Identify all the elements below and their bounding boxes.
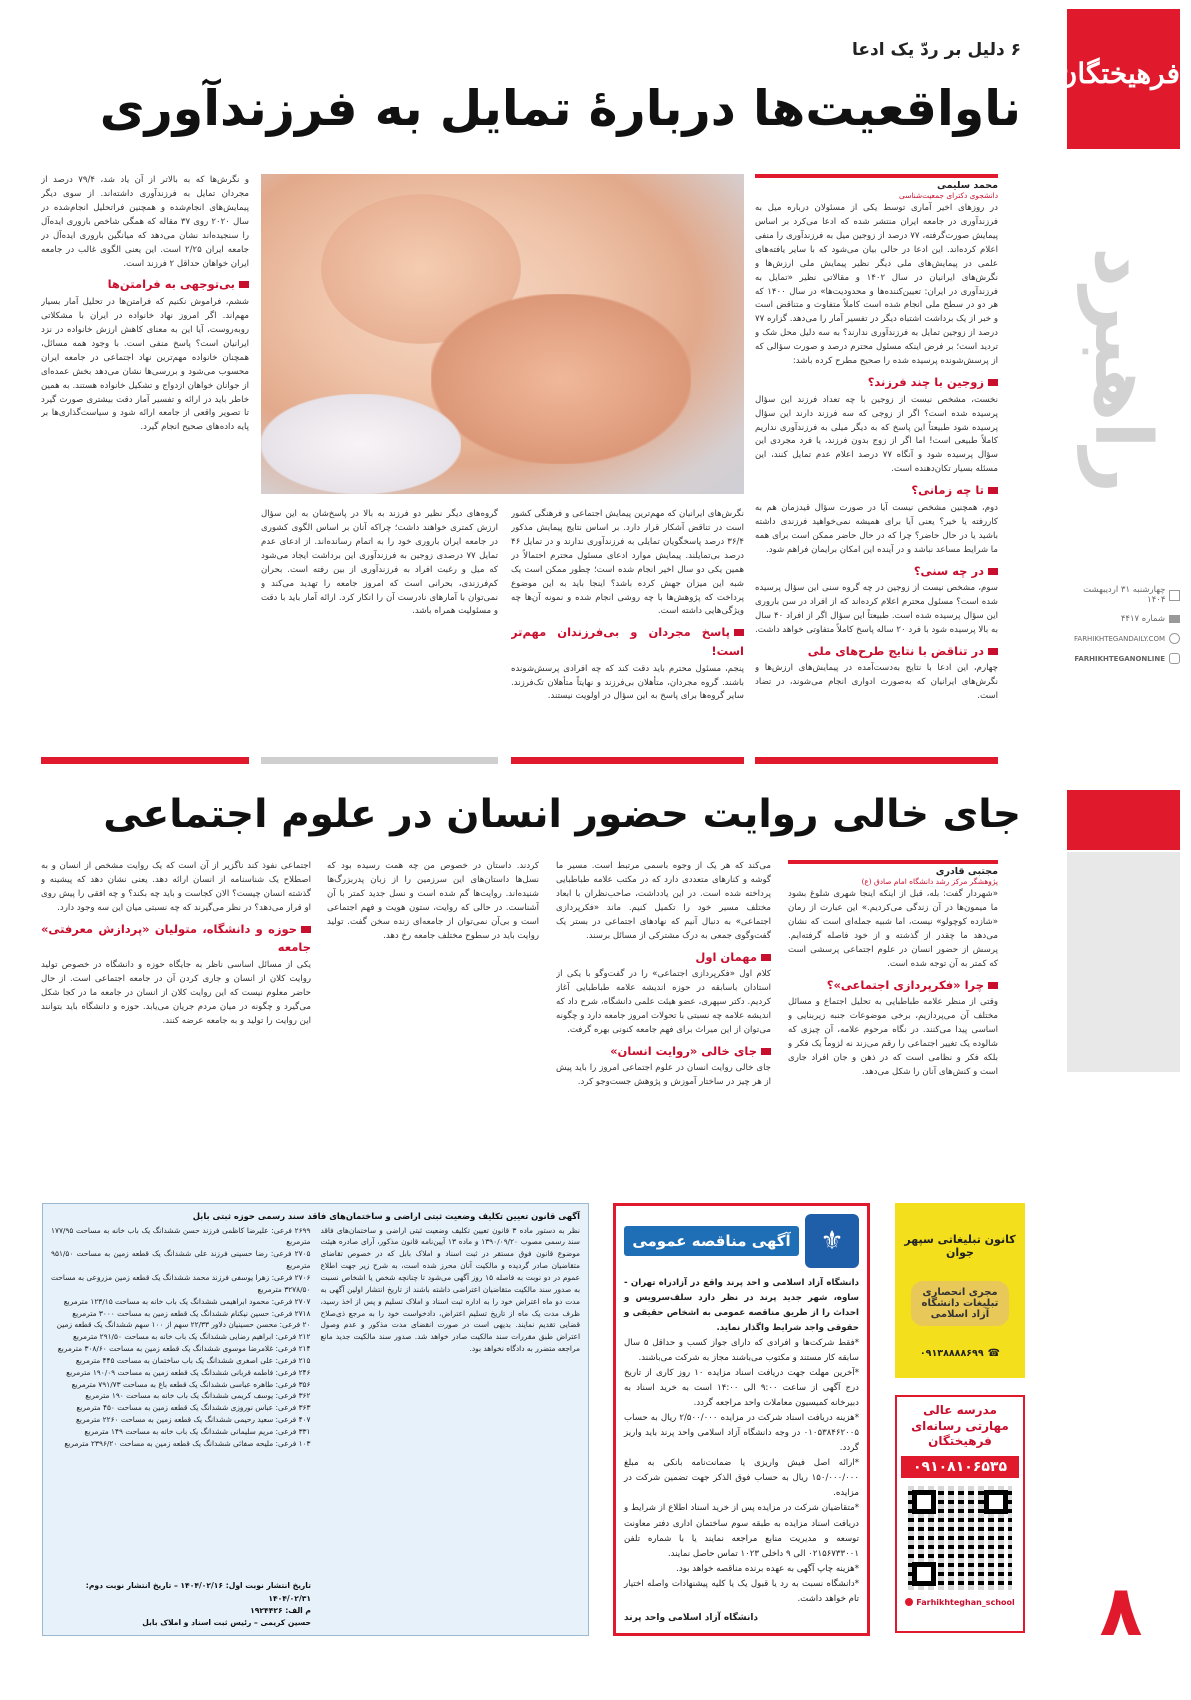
qr-code[interactable] bbox=[908, 1486, 1012, 1590]
school-phone[interactable]: ۰۹۱۰۸۱۰۶۵۳۵ bbox=[901, 1456, 1019, 1478]
tender-signature: دانشگاه آزاد اسلامی واحد پرند bbox=[624, 1612, 759, 1623]
tender-paragraph: *آخرین مهلت جهت دریافت اسناد مزایده ۱۰ روز کاری از تاریخ درج آگهی از ساعت ۹:۰۰ الی ۱۴:۰۰ است به خرید اسناد به دبیرخانه کمیسیون معاملات واحد مراجعه گردد. bbox=[624, 1368, 859, 1409]
issue-number: شماره ۴۴۱۷ bbox=[1120, 614, 1165, 624]
instagram-icon bbox=[1169, 653, 1180, 664]
legal-item: ۱۰۳ فرعی: ملیحه صفائی ششدانگ یک قطعه زمین به مساحت ۲۳۹۶/۲۰ مترمربع bbox=[64, 1438, 311, 1448]
article1-para-5: پنجم، مسئول محترم باید دقت کند که چه افرادی پرسش‌شونده باشند. گروه مجردان، متأهلان بی‌فرزند و نهایتاً متأهلان تک‌فرزند. سایر گروه‌ها برای پاسخ به این سؤال در اولویت نیستند. bbox=[511, 663, 744, 702]
article1-subhead-6: بی‌توجهی به فرامتن‌ها bbox=[41, 275, 249, 294]
article1-column-4 bbox=[41, 174, 249, 734]
ad-school[interactable] bbox=[895, 1395, 1025, 1633]
tender-paragraph: *هزینه چاپ آگهی به عهده برنده مناقصه خواهد بود. bbox=[676, 1563, 859, 1574]
instagram-icon bbox=[905, 1598, 913, 1606]
tender-paragraph: *ارائه اصل فیش واریزی یا ضمانت‌نامه بانکی به مبلغ ۱۵۰/۰۰۰/۰۰۰ ریال به حساب فوق الذکر جهت تضمین شرکت در مزایده. bbox=[624, 1458, 859, 1499]
article1-author: محمد سلیمی bbox=[937, 180, 998, 191]
article2-subhead-1: چرا «فکرپردازی اجتماعی»؟ bbox=[788, 976, 998, 995]
article2-para-1: «شهردار گفت: بله، قبل از اینکه اینجا شهری شلوغ بشود ما میمون‌ها در آن زندگی می‌کردیم.» این عبارت از رمان «شازده کوچولو» نیست، اما شبیه جمله‌ای است که نشان می‌دهد ما چقدر از گذشته و از خود فاصله گرفته‌ایم. پرسش از حضور انسان در علوم اجتماعی پرسشی است که کمتر به آن توجه شده است. bbox=[788, 889, 998, 969]
legal-title: آگهی قانون تعیین تکلیف وضعیت ثبتی اراضی و ساختمان‌های فاقد سند رسمی حوزه ثبتی بابل bbox=[192, 1211, 580, 1221]
article1-column-2 bbox=[511, 508, 744, 733]
article1-author-title: دانشجوی دکترای جمعیت‌شناسی bbox=[899, 191, 998, 200]
sidebar-bar-gray bbox=[1067, 852, 1180, 1072]
masthead-logo-box bbox=[1056, 9, 1180, 149]
article1-subhead-5: پاسخ مجردان و بی‌فرزندان مهم‌تر است! bbox=[511, 625, 744, 658]
issue-date: چهارشنبه ۳۱ اردیبهشت ۱۴۰۴ bbox=[1083, 585, 1166, 605]
sidebar-bar-red bbox=[1067, 790, 1180, 850]
phone-icon: ☎ bbox=[987, 1348, 1001, 1359]
separator-4 bbox=[41, 757, 249, 764]
article1-subhead-1: زوجین با چند فرزند؟ bbox=[755, 373, 998, 392]
article2-para-2: وقتی از منظر علامه طباطبایی به تحلیل اجتماع و مسائل مختلف آن می‌پردازیم، برخی موضوعات جنبه زیربنایی و اساسی پیدا می‌کنند. در نگاه مرحوم علامه، آن چیزی که شالوده یک تغییر اجتماعی را رقم می‌زند نه لزوماً یک فکر و بلکه فکر و نظامی است که در ذهن و جان افراد جاری است و کنش‌های آنان را شکل می‌دهد. bbox=[788, 997, 998, 1077]
masthead-logo: فرهیختگان bbox=[1056, 57, 1180, 90]
article1-para-6: ششم، فراموش نکنیم که فرامتن‌ها در تحلیل آمار بسیار مهم‌اند. اگر امروز نهاد خانواده در ایران با مشکلاتی روبه‌روست، آیا این به معنای کاهش ارزش خانواده در نزد ایرانیان است؟ پاسخ منفی است. با وجود همه مسائل، همچنان خانواده مهم‌ترین نهاد اجتماعی در جامعه ایران محسوب می‌شود و بررسی‌ها نشان می‌دهد بخش عمده‌ای از جوانان خواهان ازدواج و تشکیل خانواده هستند. به همین خاطر باید در ارائه و تفسیر آمار دقت بیشتری صورت گیرد تا تصویر واقعی از جامعه ارائه شود و سیاست‌گذاری‌ها بر پایه داده‌های صحیح انجام گیرد. bbox=[41, 297, 249, 433]
article2-byline bbox=[788, 860, 998, 886]
legal-item: ۳۵۶ فرعی: طاهره عباسی ششدانگ یک قطعه باغ به مساحت ۷۹۱/۷۳ مترمربع bbox=[71, 1379, 311, 1389]
article1-colb-text: نگرش‌های ایرانیان که مهم‌ترین پیمایش اجتماعی و فرهنگی کشور است در تناقض آشکار قرار دارد. بر اساس نتایج پیمایش مذکور ۳۶/۴ درصد پاسخگویان تمایلی به فرزندآوری ندارند و در تمایل ۴۶ درصد بی‌تمایلند. پیمایش موارد ادعای مسئول محترم احتمالاً در همین یکی دو سال اخیر انجام شده است؛ چطور ممکن است یک شبه این میزان جهش کرده باشد؟ اینجا باید به این موضوع پرداخت که پژوهش‌ها با چه روشی انجام شده و نمونه آن‌ها چه ویژگی‌هایی داشته است. bbox=[511, 509, 744, 617]
article2-headline: جای خالی روایت حضور انسان در علوم اجتماعی bbox=[103, 792, 1021, 837]
article2-para-8: یکی از مسائل اساسی ناظر به جایگاه حوزه و دانشگاه در خصوص تولید روایت کلان از انسان و جاری کردن آن در جامعه اجتماعی است. از حال حاضر معلوم نیست که این روایت کلان از انسان در جامعه ما در کجا شکل می‌گیرد و چگونه در میان مردم جریان می‌یابد. حوزه و دانشگاه باید بتوانند این روایت را تولید و به جامعه عرضه کنند. bbox=[41, 959, 311, 1026]
date-block bbox=[1067, 585, 1180, 664]
legal-dates: تاریخ انتشار نوبت اول: ۱۴۰۴/۰۲/۱۶ – تاریخ انتشار نوبت دوم: ۱۴۰۴/۰۲/۳۱ bbox=[85, 1581, 311, 1603]
site-url[interactable]: FARHIKHTEGANDAILY.COM bbox=[1074, 634, 1165, 643]
tender-title: آگهی مناقصه عمومی bbox=[624, 1226, 799, 1256]
newspaper-icon bbox=[1169, 615, 1180, 623]
legal-item: ۳۶۳ فرعی: عباس نوروزی ششدانگ یک قطعه زمین به مساحت ۴۵۰ مترمربع bbox=[76, 1403, 311, 1413]
legal-signer: حسین کریمی – رئیس ثبت اسناد و املاک بابل bbox=[142, 1617, 311, 1627]
article2-para-6: کردند. داستان در خصوص من چه همت رسیده بود که نسل‌ها داستان‌های این سرزمین را از زبان پدربزرگ‌ها شنیده‌اند. روایت‌ها گم شده است و نسل جدید کمتر با آن آشناست. در حالی که روایت، ستون هویت و فهم اجتماعی است و بی‌آن نمی‌توان از جامعه‌ای زنده سخن گفت. تولید روایت باید در سطوح مختلف جامعه رخ دهد. bbox=[327, 861, 539, 941]
article2-para-5: جای خالی روایت انسان در علوم اجتماعی امروز را باید پیش از هر چیز در ساختار آموزش و پژوهش جست‌وجو کرد. bbox=[556, 1063, 771, 1088]
legal-item: ۲۰ فرعی: محسن حسینیان دلاور ۲۲/۳۳ سهم از ۱۰۰ سهم ششدانگ یک قطعه زمین bbox=[56, 1320, 311, 1330]
article1-byline bbox=[755, 174, 998, 200]
article1-column-3 bbox=[261, 508, 498, 733]
article2-column-4 bbox=[41, 860, 311, 1178]
article1-para-1: نخست، مشخص نیست از زوجین با چه تعداد فرزند این سؤال پرسیده شده است؟ اگر از زوجی که سه فرزند دارند این سؤال پرسیده شود طبیعتاً این پاسخ که به دیگر میلی به فرزندآوری نداریم کاملاً طبیعی است! اما اگر از زوج بدون فرزند، یا فرد مجردی این سؤال پرسیده شود و آنگاه ۷۷ درصد اعلام عدم تمایل کنند، این مسئله بسیار تکان‌دهنده است. bbox=[755, 394, 998, 475]
legal-item: ۲۷۰۵ فرعی: رضا حسینی فرزند علی ششدانگ یک قطعه زمین به مساحت ۹۵۱/۵۰ مترمربع bbox=[51, 1249, 311, 1271]
article1-colc-text: گروه‌های دیگر نظیر دو فرزند به بالا در پاسخ‌شان به این سؤال ارزش کمتری خواهند داشت؛ چراکه آنان بر اساس الگوی کشوری در جامعه ایران باروری خود را به اتمام رسانده‌اند. از ادعای عدم تمایل ۷۷ درصدی زوجین به فرزندآوری این برداشت ایجاد می‌شود که میل و رغبت افراد به فرزندآوری از بین رفته است. بحران کم‌فرزندی، بحرانی است که امروز جامعه را تهدید می‌کند و نمی‌توان با آمارهای نادرست آن را انکار کرد. ارائه آمار باید با دقت و مسئولیت همراه باشد. bbox=[261, 509, 498, 617]
article1-cold-text: و نگرش‌ها که به بالاتر از آن یاد شد، ۷۹/۴ درصد از مجردان تمایل به فرزندآوری داشته‌اند. از سوی دیگر پیمایش‌های انجام‌شده و همچنین فراتحلیل انجام‌شده در سال ۲۰۲۰ روی ۳۷ مقاله که همگی شاخص باروری ایده‌آل را سنجیده‌اند نشان می‌دهد که میانگین باروری ایده‌آل در جامعه ایران ۲/۲۵ است. این یعنی الگوی غالب در جامعه ایران خواهان حداقل ۲ فرزند است. bbox=[41, 175, 249, 269]
article1-headline: ناواقعیت‌ها دربارهٔ تمایل به فرزندآوری bbox=[99, 80, 1021, 137]
globe-icon bbox=[1169, 633, 1180, 644]
legal-item: ۲۱۴ فرعی: غلامرضا موسوی ششدانگ یک قطعه زمین به مساحت ۳۰۸/۶۰ مترمربع bbox=[57, 1344, 311, 1354]
article2-para-7: اجتماعی نفوذ کند ناگزیر از آن است که یک روایت مشخص از انسان و به اصطلاح یک شناسنامه از انسان ارائه دهد. یعنی نشان دهد که پیشینه و گذشته انسان چیست؟ الان کجاست و باید چه بکند؟ و چه افقی را پیش روی او قرار می‌دهد؟ در نظر می‌گیرند که چه نسبتی میان این سه وجود دارد. bbox=[41, 861, 311, 913]
ad-sepehr[interactable] bbox=[895, 1203, 1025, 1378]
tender-paragraph: *فقط شرکت‌ها و افرادی که دارای جواز کسب و حداقل ۵ سال سابقه کار مستند و مکتوب می‌باشند مجاز به شرکت می‌باشند. bbox=[624, 1338, 859, 1364]
article2-subhead-3: جای خالی «روایت انسان» bbox=[556, 1042, 771, 1061]
tender-body bbox=[624, 1276, 859, 1607]
legal-item: ۲۷۰۶ فرعی: زهرا یوسفی فرزند محمد ششدانگ یک قطعه زمین مزروعی به مساحت ۳۲۷۸/۵۰ مترمربع bbox=[51, 1272, 311, 1294]
tender-paragraph: *هزینه دریافت اسناد شرکت در مزایده ۲/۵۰۰/۰۰۰ ریال به حساب ۰۱۰۵۳۸۴۶۲۰۰۵ در وجه دانشگاه آزاد اسلامی واحد پرند باید واریز گردد. bbox=[624, 1413, 859, 1454]
calendar-icon bbox=[1169, 590, 1180, 601]
article2-column-1 bbox=[788, 888, 998, 1178]
legal-item: ۲۴۶ فرعی: فاطمه قربانی ششدانگ یک قطعه زمین به مساحت ۱۹۰/۰۹ مترمربع bbox=[66, 1367, 311, 1377]
legal-item: ۳۳۱ فرعی: مریم سلیمانی ششدانگ یک باب خانه به مساحت ۱۴۹ مترمربع bbox=[84, 1426, 311, 1436]
legal-item: ۴۰۷ فرعی: سعید رحیمی ششدانگ یک قطعه زمین به مساحت ۲۲۶۰ مترمربع bbox=[75, 1415, 311, 1425]
article2-column-3 bbox=[327, 860, 539, 1178]
sepehr-phone[interactable]: ۰۹۱۳۸۸۸۸۶۹۹ bbox=[919, 1348, 984, 1359]
ad-legal-notice bbox=[42, 1203, 589, 1636]
article2-para-4: کلام اول «فکرپردازی اجتماعی» را در گفت‌وگو با یکی از استادان باسابقه در حوزه اندیشه علامه طباطبایی آغاز کردیم. دکتر سپهری، عضو هیئت علمی دانشگاه، شرح داد که اندیشه علامه چه نسبتی با تحولات امروز جامعه دارد و چگونه می‌توان از این میراث برای فهم جامعه کنونی بهره گرفت. bbox=[556, 969, 771, 1035]
article2-para-3: می‌کند که هر یک از وجوه باسمی مرتبط است. مسیر ما گوشه و کنارهای متعددی دارد که در مکتب علامه طباطبایی پرداخته شده است. در این یادداشت، صاحب‌نظران با ابعاد مختلف مسیر خود را تکمیل کنیم. ماند «فکرپردازی اجتماعی» به دنبال آنیم که نهادهای اجتماعی در بستر یک گفت‌وگوی جمعی به درک مشترکی از مسائل برسند. bbox=[556, 861, 771, 941]
article2-author-title: پژوهشگر مرکز رشد دانشگاه امام صادق (ع) bbox=[861, 877, 998, 886]
article1-column-1 bbox=[755, 202, 998, 732]
article1-photo bbox=[261, 174, 744, 494]
legal-items bbox=[51, 1225, 311, 1450]
sepehr-brand: کانون تبلیغاتی سپهر جوان bbox=[904, 1233, 1016, 1259]
article2-subhead-4: حوزه و دانشگاه، متولیان «پردازش معرفتی» جامعه bbox=[41, 921, 311, 955]
social-handle[interactable]: FARHIKHTEGANONLINE bbox=[1074, 654, 1165, 663]
article1-para-2: دوم، همچنین مشخص نیست آیا در صورت سؤال قیدزمان هم به کاررفته یا خیر؟ یعنی آیا برای همیشه نمی‌خواهید فرزندی داشته باشید یا در حال حاضر؟ چرا که در حال حاضر ممکن است برای همه ما شرایط مساعد نباشد و در آینده این امکان برایمان فراهم شود. bbox=[755, 502, 998, 555]
tender-paragraph: *دانشگاه نسبت به رد یا قبول یک یا کلیه پیشنهادات واصله اختیار تام خواهد داشت. bbox=[624, 1578, 859, 1604]
separator-2 bbox=[511, 757, 744, 764]
article1-para-4: چهارم، این ادعا با نتایج به‌دست‌آمده در پیمایش‌های ارزش‌ها و نگرش‌های ایرانیان که به‌صورت ادواری انجام می‌شوند، در تضاد است. bbox=[755, 663, 998, 702]
article1-subhead-2: تا چه زمانی؟ bbox=[755, 481, 998, 500]
sepehr-tagline: مجری انحصاری تبلیغات دانشگاه آزاد اسلامی bbox=[911, 1281, 1009, 1326]
article1-para-3: سوم، مشخص نیست از زوجین در چه گروه سنی این سؤال پرسیده شده است؟ مسئول محترم اعلام کرده‌اند که از افراد در سن باروری این سؤال پرسیده شده است. طبیعتاً این سؤال اگر از افراد ۴۰ سال به بالا پرسیده شود با فرد ۲۰ ساله پاسخ کاملاً متفاوتی خواهد داشت. bbox=[755, 583, 998, 635]
legal-item: ۳۶۲ فرعی: یوسف کریمی ششدانگ یک باب خانه به مساحت ۱۹۰ مترمربع bbox=[85, 1391, 311, 1401]
article1-intro: در روزهای اخیر آماری توسط یکی از مسئولان درباره میل به فرزندآوری در جامعه ایران منتشر شده که ادعا می‌کرد بر اساس پیمایش صورت‌گرفته، ۷۷ درصد از زوجین میل به فرزندآوری را منفی اعلام کرده‌اند. این ادعا در حالی بیان می‌شود که با سایر یافته‌های علمی در پیمایش‌های ملی دیگر نظیر پیمایش ملی ارزش‌ها و نگرش‌های ایرانیان در سال ۱۴۰۲ و مقالاتی نظیر «تمایل به فرزندآوری در ایران: تعیین‌کننده‌ها و محدودیت‌ها» در سال ۱۴۰۰ که هر دو در سطح ملی انجام شده است کاملاً متفاوت و متناقض است و خبر از یک برداشت اشتباه دیگر در تفسیر آمار را می‌دهد. گزاره ۷۷ درصد از زوجین تمایل به فرزندآوری ندارند؟ به سه دلیل محل شک و تردید است؛ بر فرض اینکه مسئول محترم درصد و صورت سؤالی که از پرسش‌شونده پرسیده شده را صحیح مطرح کرده باشد: bbox=[755, 203, 998, 367]
page-number: ۸ bbox=[1099, 1570, 1143, 1652]
legal-item: ۲۷۱۸ فرعی: حسین نیکنام ششدانگ یک قطعه زمین به مساحت ۳۰۰۰ مترمربع bbox=[72, 1308, 311, 1318]
legal-body: نظر به دستور ماده ۳ قانون تعیین تکلیف وضعیت ثبتی اراضی و ساختمان‌های فاقد سند رسمی مصوب ۱۳۹۰/۰۹/۲۰ و ماده ۱۳ آیین‌نامه قانون مذکور، آرای صادره هیئت موضوع قانون فوق مستقر در ثبت اسناد و املاک بابل که در خصوص تقاضای متقاضیان صادر گردیده و مالکیت آنان محرز شده است، به شرح زیر جهت اطلاع عموم در دو نوبت به فاصله ۱۵ روز آگهی می‌شود تا چنانچه شخص یا اشخاص نسبت به صدور سند مالکیت متقاضیان اعتراضی داشته باشند از تاریخ انتشار اولین آگهی به مدت دو ماه اعتراض خود را به اداره ثبت اسناد و املاک تسلیم و پس از اخذ رسید، ظرف مدت یک ماه از تاریخ تسلیم اعتراض، دادخواست خود را به مرجع ذی‌صلاح قضایی تقدیم نمایند. بدیهی است در صورت انقضای مدت مذکور و عدم وصول اعتراض طبق مقررات سند مالکیت صادر خواهد شد. صدور سند مالکیت جدید مانع مراجعه متضرر به دادگاه نخواهد بود. bbox=[320, 1225, 580, 1354]
legal-item: ۲۶۹۹ فرعی: علیرضا کاظمی فرزند حسن ششدانگ یک باب خانه به مساحت ۱۷۷/۹۵ مترمربع bbox=[51, 1225, 311, 1247]
article1-subhead-3: در چه سنی؟ bbox=[755, 562, 998, 581]
article2-subhead-2: مهمان اول bbox=[556, 948, 771, 967]
article2-column-2 bbox=[556, 860, 771, 1178]
legal-ref: م الف: ۱۹۲۴۴۲۶ bbox=[250, 1605, 311, 1615]
article2-author: مجتبی قادری bbox=[935, 866, 998, 877]
school-handle[interactable]: Farhikhteghan_school bbox=[916, 1597, 1015, 1607]
university-logo-icon: ⚜ bbox=[805, 1214, 859, 1268]
legal-item: ۲۷۰۷ فرعی: محمود ابراهیمی ششدانگ یک باب خانه به مساحت ۱۲۳/۱۵ مترمربع bbox=[63, 1296, 311, 1306]
section-title: راهبرد bbox=[1077, 246, 1167, 494]
article1-subhead-4: در تناقض با نتایج طرح‌های ملی bbox=[755, 642, 998, 661]
tender-paragraph: *متقاضیان شرکت در مزایده پس از خرید اسناد اطلاع از شرایط و دریافت اسناد مزایده به طبقه سوم ساختمان اداری دفتر معاونت توسعه و مدیریت منابع مراجعه نمایند یا با شماره تلفن ۰۲۱۵۶۷۳۳۰۰۱ الی ۹ داخلی ۱۰۲۳ تماس حاصل نمایند. bbox=[624, 1503, 859, 1559]
tender-paragraph: دانشگاه آزاد اسلامی و احد پرند واقع در آزادراه تهران - ساوه، شهر جدید پرند در نظر دارد سلف‌سرویس و احداث را از طریق مناقصه عمومی به اشخاص حقیقی و حقوقی واجد شرایط واگذار نماید. bbox=[624, 1278, 859, 1334]
school-title: مدرسه عالی مهارتی رسانه‌ای فرهیختگان bbox=[911, 1403, 1009, 1449]
separator-3 bbox=[261, 757, 498, 764]
article1-kicker: ۶ دلیل بر ردّ یک ادعا bbox=[851, 40, 1021, 60]
legal-item: ۲۱۵ فرعی: علی اصغری ششدانگ یک باب ساختمان به مساحت ۴۴۵ مترمربع bbox=[75, 1355, 311, 1365]
legal-item: ۲۱۲ فرعی: ابراهیم رضایی ششدانگ یک باب خانه به مساحت ۲۹۱/۵۰ مترمربع bbox=[72, 1332, 311, 1342]
separator-1 bbox=[755, 757, 998, 764]
ad-tender bbox=[613, 1203, 870, 1636]
